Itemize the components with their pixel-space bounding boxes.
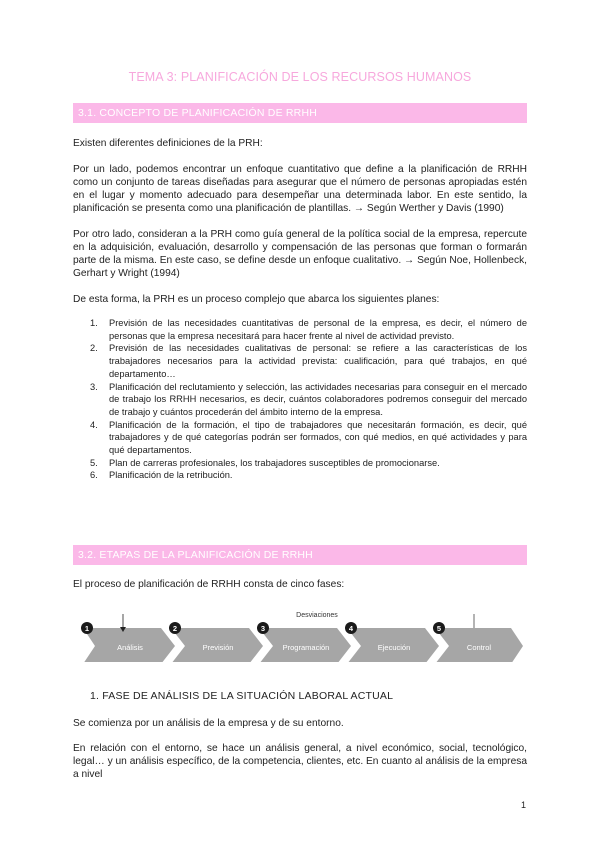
deviations-label: Desviaciones	[296, 612, 338, 619]
stage-forecast	[169, 622, 266, 662]
list-number: 3.	[90, 381, 98, 392]
list-number: 2.	[90, 343, 98, 354]
list-item	[73, 419, 527, 457]
list-number: 5.	[90, 457, 98, 468]
list-number: 6.	[90, 470, 98, 481]
list-item	[73, 457, 527, 470]
stage-execution	[345, 622, 442, 662]
phases-intro-paragraph: El proceso de planificación de RRHH consta de cinco fases:	[73, 579, 345, 590]
paragraph-quantitative: Por un lado, podemos encontrar un enfoque cuantitativo que define a la planificación de RRHH como un conjunto de tareas diseñadas para asegurar que el número de personas apropiadas estén en el lugar y momento adecuado para desempeñar una determinada labor. En este sentido, la planificación se presenta como una planificación de plantillas. → Según Werther y Davis (1990)	[73, 164, 527, 214]
stage-label: Análisis	[117, 643, 143, 652]
stage-label: Programación	[282, 643, 330, 652]
list-text: Planificación de la formación, el tipo de trabajadores que necesitarán formación, es decir, qué trabajadores y de qué categorías podrán ser formados, con qué medios, en qué actividades y para qué departamentos.	[109, 419, 527, 456]
stage-label: Control	[466, 643, 492, 652]
phase-paragraph-2: En relación con el entorno, se hace un análisis general, a nivel económico, social, tecnológico, legal… y un análisis específico, de la competencia, clientes, etc. En cuanto al análisis de la empresa a nivel	[73, 743, 527, 780]
list-number: 1.	[90, 318, 98, 328]
stage-number: 1	[84, 624, 90, 633]
section-heading-band	[73, 103, 527, 123]
list-number: 4.	[90, 419, 98, 430]
phase-heading: 1. FASE DE ANÁLISIS DE LA SITUACIÓN LABORAL ACTUAL	[90, 690, 394, 702]
stage-number: 4	[348, 624, 354, 633]
list-item	[73, 381, 527, 419]
list-text: Planificación del reclutamiento y selección, las actividades necesarias para conseguir en el mercado de trabajo los RRHH necesarios, es decir, cuántos colaboradores podremos conseguir del mercado de trabajo y cuántos procederán del ámbito interno de la empresa.	[109, 381, 527, 417]
page-title: TEMA 3: PLANIFICACIÓN DE LOS RECURSOS HUMANOS	[128, 70, 472, 84]
stage-control	[433, 622, 523, 662]
plans-list	[73, 317, 527, 482]
phase-paragraph-1: Se comienza por un análisis de la empresa y de su entorno.	[73, 718, 344, 729]
stage-label: Ejecución	[377, 643, 411, 652]
stage-programming	[257, 622, 351, 662]
list-item	[73, 342, 527, 380]
phases-diagram	[75, 600, 525, 662]
stage-number: 5	[436, 624, 442, 633]
list-text: Planificación de la retribución.	[109, 470, 233, 481]
list-text: Previsión de las necesidades cuantitativas de personal de la empresa, es decir, el número de personas que la empresa necesitará para hacer frente al nivel de actividad previsto.	[109, 318, 527, 341]
list-item	[73, 317, 527, 342]
list-text: Plan de carreras profesionales, los trabajadores susceptibles de promocionarse.	[109, 457, 440, 468]
section-heading-band-2	[73, 545, 527, 565]
stage-label: Previsión	[202, 643, 234, 652]
stage-number: 3	[260, 624, 266, 633]
stage-analysis	[81, 622, 178, 662]
list-item	[73, 469, 527, 482]
section-heading-2: 3.2. ETAPAS DE LA PLANIFICACIÓN DE RRHH	[78, 549, 313, 561]
list-text: Previsión de las necesidades cualitativas de personal: se refiere a las características de los trabajadores necesarios para la actividad prevista: cualificación, para qué trabajos, en qué departamento…	[109, 343, 527, 379]
section-heading: 3.1. CONCEPTO DE PLANIFICACIÓN DE RRHH	[78, 107, 318, 119]
paragraph-qualitative: Por otro lado, consideran a la PRH como guía general de la política social de la empresa, repercute en la adquisición, evaluación, desarrollo y compensación de las personas que forman o formarán parte de la misma. En este caso, se define desde un enfoque cualitativo. → Según Noe, Hollenbeck, Gerhart y Wright (1994)	[73, 229, 527, 279]
stage-number: 2	[172, 624, 178, 633]
intro-paragraph: Existen diferentes definiciones de la PRH:	[73, 138, 263, 149]
paragraph-plans-intro: De esta forma, la PRH es un proceso complejo que abarca los siguientes planes:	[73, 294, 440, 305]
page-number: 1	[521, 800, 527, 810]
